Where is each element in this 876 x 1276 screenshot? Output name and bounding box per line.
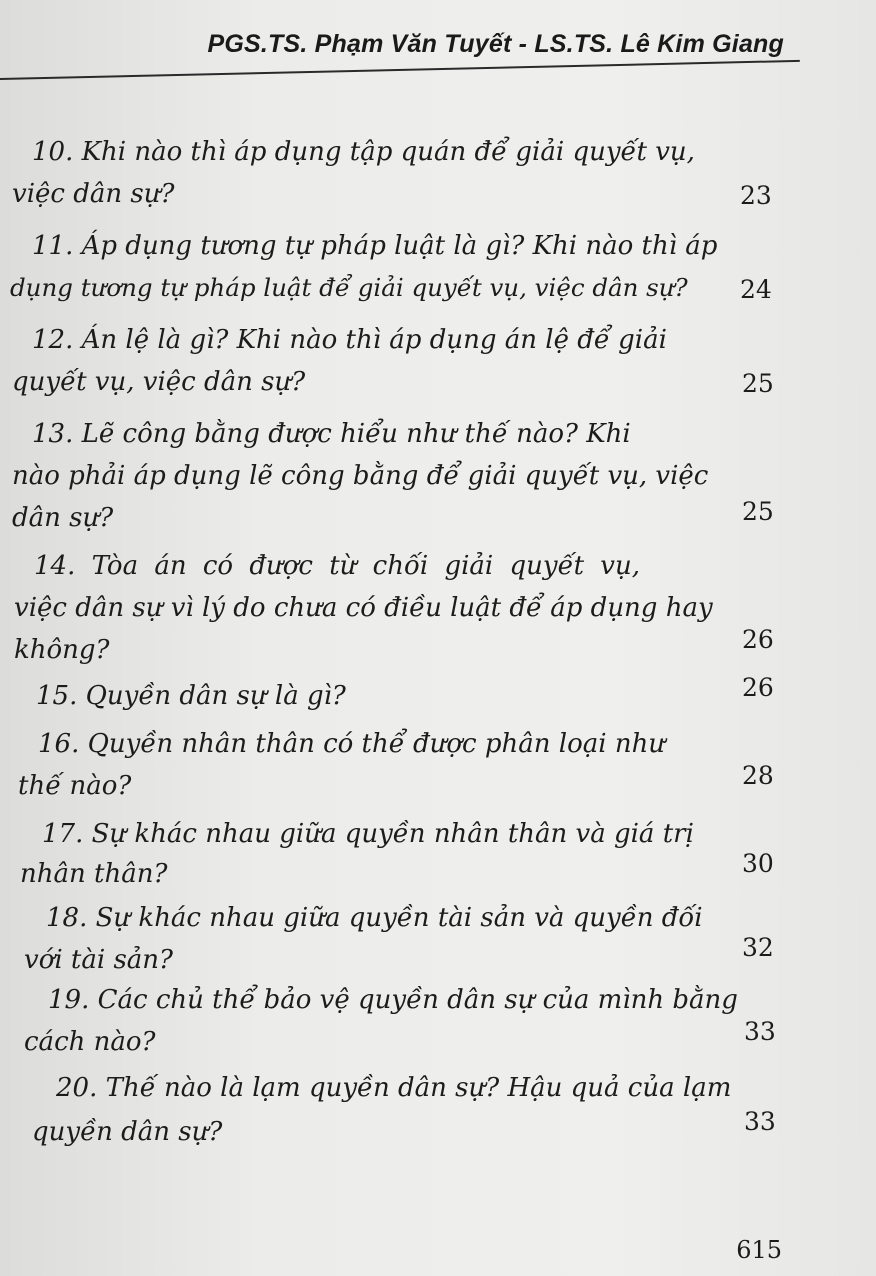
toc-entry-line: dụng tương tự pháp luật để giải quyết vụ, việc dân sự? <box>10 273 688 302</box>
toc-page-number: 33 <box>744 1017 776 1046</box>
toc-entry-line: 12. Án lệ là gì? Khi nào thì áp dụng án lệ để giải <box>32 325 667 355</box>
toc-entry-line: không? <box>14 635 110 665</box>
toc-entry-line: quyền dân sự? <box>32 1117 223 1147</box>
toc-entry-line: dân sự? <box>12 503 114 533</box>
toc-page-number: 32 <box>742 933 774 962</box>
toc-entry-line: nhân thân? <box>20 859 168 889</box>
toc-entry-line: 20. Thế nào là lạm quyền dân sự? Hậu quả của lạm <box>56 1073 732 1103</box>
toc-page-number: 23 <box>740 181 772 210</box>
toc-entry-line: cách nào? <box>24 1027 156 1057</box>
toc-entry-line: 10. Khi nào thì áp dụng tập quán để giải quyết vụ, <box>32 137 695 167</box>
toc-page-number: 25 <box>742 369 774 398</box>
toc-page-number: 33 <box>744 1107 776 1136</box>
toc-entry-line: 13. Lẽ công bằng được hiểu như thế nào? Khi <box>32 419 631 449</box>
toc-entry-line: thế nào? <box>18 771 132 801</box>
toc-entry-line: với tài sản? <box>24 945 173 975</box>
toc-entry-line: việc dân sự? <box>12 179 175 209</box>
toc-entry-line: 18. Sự khác nhau giữa quyền tài sản và quyền đối <box>46 903 703 933</box>
toc-page-number: 25 <box>742 497 774 526</box>
toc-entry-line: nào phải áp dụng lẽ công bằng để giải quyết vụ, việc <box>12 461 709 491</box>
toc-page-number: 26 <box>742 673 774 702</box>
page-number: 615 <box>736 1236 782 1264</box>
toc-entry-line: 15. Quyền dân sự là gì? <box>36 681 346 711</box>
toc-page-number: 24 <box>740 275 772 304</box>
toc-page-number: 26 <box>742 625 774 654</box>
toc-entry-line: việc dân sự vì lý do chưa có điều luật để áp dụng hay <box>14 593 713 623</box>
running-head: PGS.TS. Phạm Văn Tuyết - LS.TS. Lê Kim Giang <box>207 30 784 58</box>
toc-entry-line: quyết vụ, việc dân sự? <box>12 367 306 397</box>
toc-entry-line: 19. Các chủ thể bảo vệ quyền dân sự của mình bằng <box>48 985 738 1015</box>
toc-page-number: 30 <box>742 849 774 878</box>
toc-entry-line: 17. Sự khác nhau giữa quyền nhân thân và giá trị <box>42 819 694 849</box>
toc-entry-line: 14. Tòa án có được từ chối giải quyết vụ, <box>34 551 640 581</box>
toc-entry-line: 16. Quyền nhân thân có thể được phân loại như <box>38 729 666 759</box>
toc-entry-line: 11. Áp dụng tương tự pháp luật là gì? Khi nào thì áp <box>32 231 718 261</box>
toc-page-number: 28 <box>742 761 774 790</box>
